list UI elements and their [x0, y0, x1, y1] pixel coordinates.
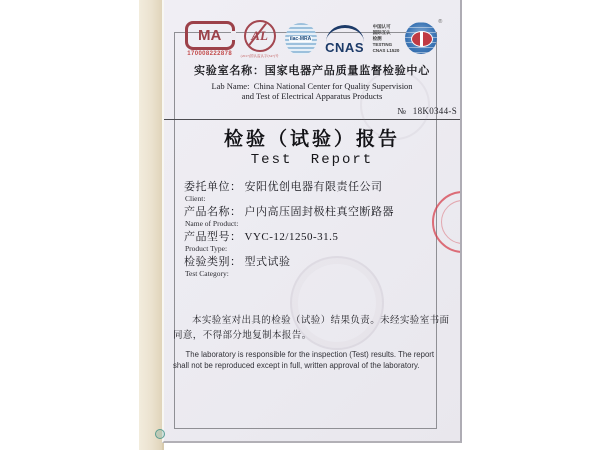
cma-certificate-number: 170008222878: [187, 51, 233, 57]
accreditation-line: 国际互认: [372, 29, 391, 35]
field-value: 安阳优创电器有限责任公司: [244, 181, 383, 193]
cma-mark: [185, 21, 235, 57]
globe-red-emblem-icon: [411, 31, 433, 47]
field-label: 产品型号：: [184, 231, 242, 243]
faint-seal-impression: [360, 70, 430, 140]
field-product-type-cn: [184, 231, 452, 244]
faint-seal-impression: [290, 256, 384, 350]
lab-name-value-cn: 国家电器产品质量监督检验中心: [264, 65, 430, 77]
field-client: [184, 181, 452, 203]
report-number-label: №: [397, 106, 406, 116]
field-label: 检验类别：: [184, 256, 242, 268]
lab-name-label-cn: 实验室名称：: [193, 65, 265, 77]
cnas-swoosh-icon: [326, 25, 364, 42]
accreditation-logos-row: [168, 17, 456, 61]
field-label: 产品名称：: [184, 206, 242, 218]
accreditation-line: 中国认可: [372, 23, 391, 29]
cnas-letters: CNAS: [325, 40, 364, 55]
punch-hole-mark: [155, 429, 165, 439]
accreditation-text-block: [373, 24, 400, 54]
field-value: 型式试验: [244, 256, 291, 268]
registered-trademark-symbol: ®: [438, 19, 443, 25]
field-client-en: Client:: [185, 193, 206, 203]
accreditation-line: 检测: [372, 35, 382, 41]
cal-certificate-text: (2017)国认监认字(347)号: [240, 53, 279, 58]
ilac-mra-mark: [285, 23, 317, 55]
field-value: 户内高压固封极柱真空断路器: [244, 206, 394, 218]
cal-icon: [244, 20, 276, 52]
cal-letters: AL: [251, 27, 268, 43]
book-spine-edge: [139, 0, 164, 450]
lab-name-value-en: China National Center for Quality Supervision: [253, 80, 413, 91]
responsibility-statement-chinese: 本实验室对出具的检验（试验）结果负责。未经实验室书面同意，不得部分地复制本报告。: [173, 316, 450, 341]
report-title-english: Test Report: [250, 152, 374, 168]
lab-name-english-line2: and Test of Electrical Apparatus Products: [241, 90, 383, 101]
ilac-mra-label: ilac-MRA: [289, 36, 312, 42]
field-label: 委托单位：: [184, 181, 242, 193]
report-number-value: 18K0344-S: [412, 106, 457, 116]
field-product-name-en: Name of Product:: [185, 218, 239, 228]
cma-letters: MA: [197, 27, 222, 44]
globe-icon: [405, 22, 437, 54]
accreditation-line: CNAS L1520: [372, 48, 400, 54]
lab-name-chinese: [164, 62, 460, 78]
field-product-name: [184, 206, 452, 228]
field-value: VYC-12/1250-31.5: [244, 231, 339, 243]
responsibility-statement-english: The laboratory is responsible for the inspection (Test) results. The report shall not be reproduced except in full, written approval of the laboratory.: [173, 350, 435, 370]
ilac-mra-globe-icon: [285, 23, 317, 55]
field-product-name-cn: [184, 206, 452, 219]
cma-icon: [185, 21, 235, 50]
field-test-category-en: Test Category:: [185, 268, 229, 278]
field-client-cn: [184, 181, 452, 194]
cal-mark: [241, 20, 279, 59]
lab-name-label-en: Lab Name:: [211, 80, 250, 91]
field-product-type: [184, 231, 452, 253]
accreditation-line: TESTING: [372, 42, 393, 48]
report-page: [162, 0, 462, 443]
report-title-chinese: 检验（试验）报告: [223, 129, 400, 150]
field-product-type-en: Product Type:: [185, 243, 228, 253]
cnas-mark: [323, 24, 367, 54]
certification-globe-mark: [405, 19, 443, 56]
